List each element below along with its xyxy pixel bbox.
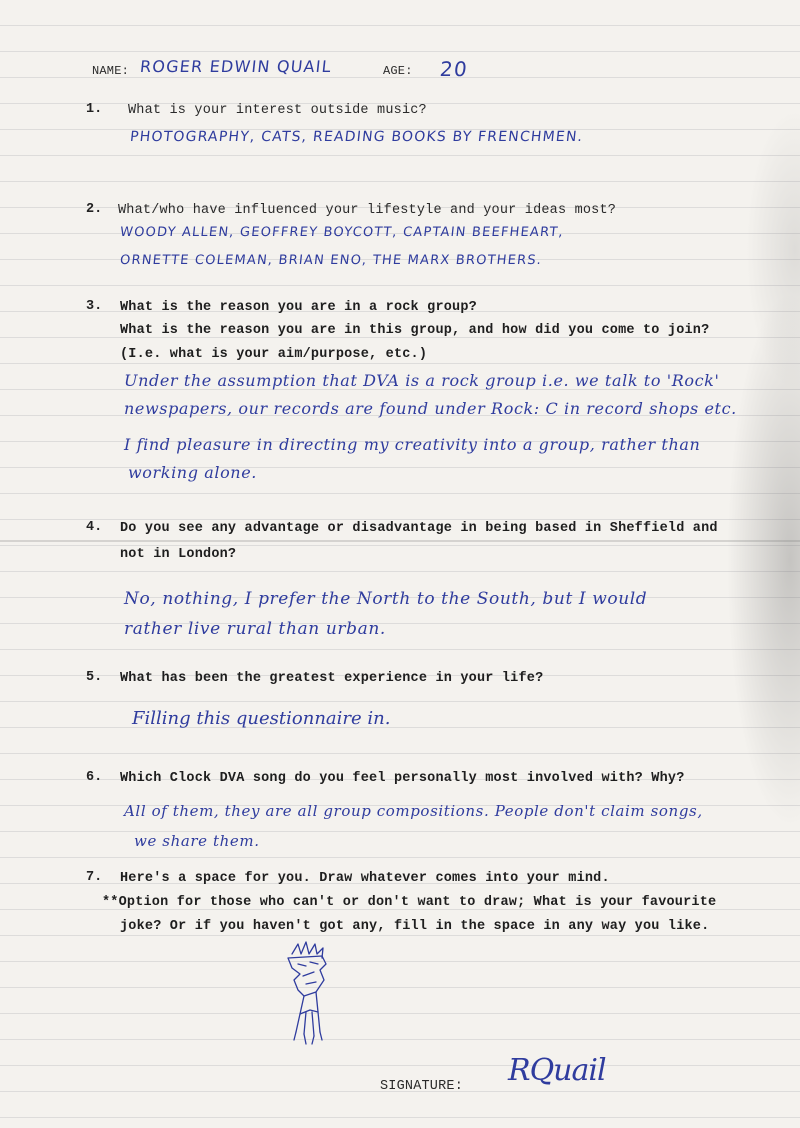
answer-5-line-1: Filling this questionnaire in. <box>132 708 391 729</box>
question-4-line-1: Do you see any advantage or disadvantage in being based in Sheffield and <box>120 521 718 536</box>
question-2-number: 2. <box>86 202 103 217</box>
answer-2-line-1: WOODY ALLEN, GEOFFREY BOYCOTT, CAPTAIN BEEFHEART, <box>119 225 565 240</box>
question-7-line-2: **Option for those who can't or don't want to draw; What is your favourite <box>102 895 717 910</box>
answer-6-line-2: we share them. <box>134 832 260 850</box>
age-label: AGE: <box>383 64 413 78</box>
signature-value: RQuail <box>508 1053 606 1088</box>
answer-3-line-4: working alone. <box>128 463 257 482</box>
question-4-number: 4. <box>86 520 103 535</box>
answer-6-line-1: All of them, they are all group compositions. People don't claim songs, <box>124 802 703 820</box>
question-1-number: 1. <box>86 102 103 117</box>
answer-3-line-1: Under the assumption that DVA is a rock group i.e. we talk to 'Rock' <box>124 371 720 390</box>
question-2-text: What/who have influenced your lifestyle and your ideas most? <box>118 203 617 218</box>
paper-fold-line <box>0 540 800 542</box>
question-3-number: 3. <box>86 299 103 314</box>
question-7-line-1: Here's a space for you. Draw whatever comes into your mind. <box>120 871 610 886</box>
question-6-text: Which Clock DVA song do you feel personally most involved with? Why? <box>120 771 685 786</box>
answer-4-line-2: rather live rural than urban. <box>124 619 386 639</box>
answer-4-line-1: No, nothing, I prefer the North to the South, but I would <box>124 589 648 609</box>
answer-3-line-2: newspapers, our records are found under Rock: C in record shops etc. <box>124 399 737 418</box>
answer-2-line-2: ORNETTE COLEMAN, BRIAN ENO, THE MARX BROTHERS. <box>119 253 543 268</box>
question-7-number: 7. <box>86 870 103 885</box>
name-value: ROGER EDWIN QUAIL <box>139 57 333 76</box>
question-7-line-3: joke? Or if you haven't got any, fill in the space in any way you like. <box>120 919 710 934</box>
answer-1-line-1: PHOTOGRAPHY, CATS, READING BOOKS BY FRENCHMEN. <box>129 129 585 145</box>
question-3-line-2: What is the reason you are in this group, and how did you come to join? <box>120 323 710 338</box>
pen-sketch-figure-icon <box>270 940 350 1050</box>
question-3-line-3: (I.e. what is your aim/purpose, etc.) <box>120 347 428 362</box>
name-label: NAME: <box>92 64 130 78</box>
question-3-line-1: What is the reason you are in a rock group? <box>120 300 477 315</box>
question-5-text: What has been the greatest experience in your life? <box>120 671 544 686</box>
question-1-text: What is your interest outside music? <box>128 103 427 118</box>
question-4-line-2: not in London? <box>120 547 237 562</box>
age-value: 20 <box>438 57 470 81</box>
signature-label: SIGNATURE: <box>380 1079 464 1094</box>
question-6-number: 6. <box>86 770 103 785</box>
answer-3-line-3: I find pleasure in directing my creativity into a group, rather than <box>124 435 701 454</box>
question-5-number: 5. <box>86 670 103 685</box>
